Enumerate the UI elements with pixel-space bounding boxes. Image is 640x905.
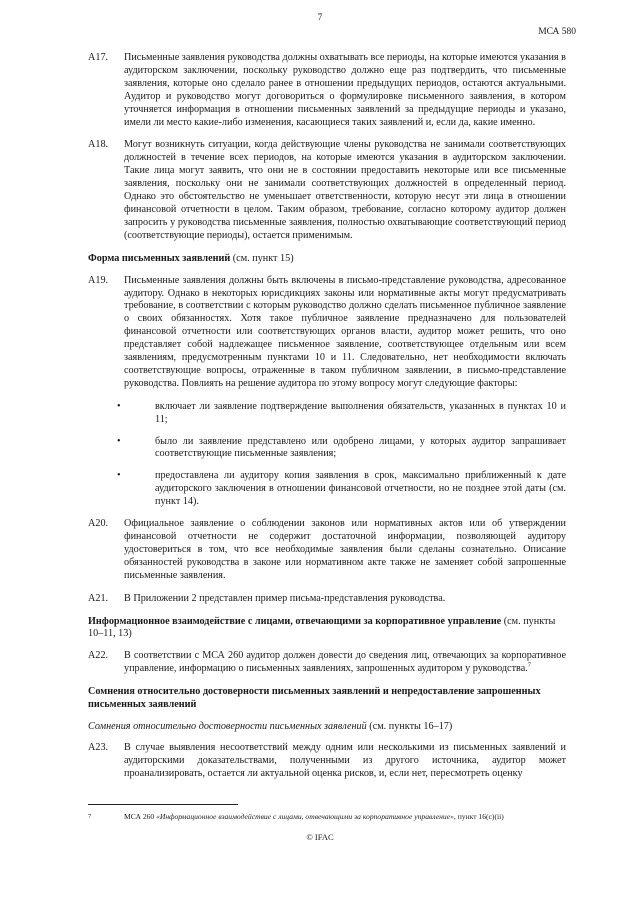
subheading-title: Сомнения относительно достоверности письменных заявлений [88,720,367,732]
list-item: • включает ли заявление подтверждение выполнения обязательств, указанных в пунктах 10 и 11; [155,401,566,427]
heading-reference: (см. пункт 15) [232,252,294,264]
section-heading-communication [88,616,566,642]
factors-list [88,401,566,509]
standard-code: МСА 580 [538,27,576,37]
paragraph-a23 [88,742,566,781]
footnote-reference[interactable]: 7 [527,661,532,669]
list-item: • предоставлена ли аудитору копия заявления в срок, максимально приближенный к дате аудиторского заключения в отношении финансовой отчетности, но не позднее этой даты (см. пункт 14). [155,470,566,509]
paragraph-a18 [88,139,566,242]
paragraph-a20 [88,518,566,583]
footnote-standard: МСА 260 [124,812,155,821]
footnote-mark: 7 [88,813,92,820]
footnote-title: «Информационное взаимодействие с лицами, отвечающими за корпоративное управление» [156,812,454,821]
section-heading-form [88,253,566,266]
paragraph-text: Могут возникнуть ситуации, когда действующие члены руководства не занимали соответствующих должностей в течение всех периодов, на которые имеются указания в аудиторском заключении. Такие лица могут заявить, что они не в состоянии предоставить некоторые или все письменные заявления, поскольку они не занимали соответствующих должностей в определенный период. Однако это обстоятельство не уменьшает ответственности, которую несут эти лица в отношении финансовой отчетности в целом. Таким образом, требование, согласно которому аудитор должен запросить у руководства письменные заявления, полностью охватывающие соответствующий период (соответствующие периоды), остается применимым. [124,139,566,241]
paragraph-number: A20. [88,518,109,530]
subheading-reference: (см. пункты 16–17) [369,720,453,732]
footnote [88,812,568,822]
page-content [88,52,566,791]
copyright: © IFAC [306,832,334,842]
footnote-ref: , пункт 16(с)(ii) [453,812,504,821]
paragraph-text: В соответствии с МСА 260 аудитор должен довести до сведения лиц, отвечающих за корпоративное управление, информацию о письменных заявлениях, запрошенных аудитором у руководства. [124,650,566,675]
paragraph-text: Письменные заявления должны быть включены в письмо-представление руководства, адресованное аудитору. Однако в некоторых юрисдикциях законы или нормативные акты могут предусматривать требование, в соответствии с которым руководство должно сделать письменное публичное заявление о своих обязанностях. Хотя такое публичное заявление предназначено для пользователей финансовой отчетности или соответствующих органов власти, аудитор может решить, что оно представляет собой надлежащее письменное заявление, соответствующее отдельным или всем заявлениям, предусмотренным пунктами 10 и 11. Следовательно, нет необходимости включать соответствующие вопросы, отраженные в таком публичном заявлении, в письмо-представление руководства. Повлиять на решение аудитора по этому вопросу могут следующие факторы: [124,274,566,389]
paragraph-number: A23. [88,741,109,753]
footnote-divider [88,804,238,805]
heading-reference: (см. пункты 10–11, 13) [88,615,556,640]
paragraph-text: Официальное заявление о соблюдении законов или нормативных актов или об утверждении финансовой отчетности не содержит достаточной информации, позволяющей аудитору удостовериться в том, что все необходимые заявления были сделаны сознательно. Описание обязанностей руководства в законе или нормативном акте также не заменяет собой запрошенные письменные заявления. [124,518,566,581]
paragraph-text: Письменные заявления руководства должны охватывать все периоды, на которые имеются указания в аудиторском заключении, поскольку руководство должно еще раз подтвердить, что письменные заявления, которые оно сделало ранее в отношении предыдущих периодов, остаются актуальными. Аудитор и руководство могут договориться о формулировке письменного заявления, в котором уточняется информация в отношении письменных заявлений за предыдущие периоды и указано, имели ли место какие-либо изменения, касающиеся таких заявлений и, если да, какие именно. [124,52,566,128]
list-item: • было ли заявление представлено или одобрено лицами, у которых аудитор запрашивает соответствующие письменные заявления; [155,436,566,462]
heading-title: Информационное взаимодействие с лицами, отвечающими за корпоративное управление [88,615,502,627]
paragraph-a19 [88,275,566,391]
footnote-body [88,812,568,822]
section-heading-doubts [88,686,566,712]
paragraph-a22 [88,650,566,676]
paragraph-number: A19. [88,274,109,286]
page-number: 7 [317,13,323,23]
paragraph-a21 [88,593,566,606]
paragraph-number: A22. [88,650,109,662]
paragraph-text: В Приложении 2 представлен пример письма-представления руководства. [124,592,446,604]
paragraph-a17 [88,52,566,129]
heading-title: Сомнения относительно достоверности письменных заявлений и непредоставление запрошенных письменных заявлений [88,686,541,711]
paragraph-text: В случае выявления несоответствий между одним или несколькими из письменных заявлений и аудиторскими доказательствами, полученными из другого источника, аудитор может проанализировать, остается ли актуальной оценка рисков, и, если нет, пересмотреть оценку [124,741,566,779]
heading-title: Форма письменных заявлений [88,252,231,264]
paragraph-number: A21. [88,592,109,604]
paragraph-number: A17. [88,52,109,63]
subsection-heading-doubts [88,721,566,734]
paragraph-number: A18. [88,139,109,151]
